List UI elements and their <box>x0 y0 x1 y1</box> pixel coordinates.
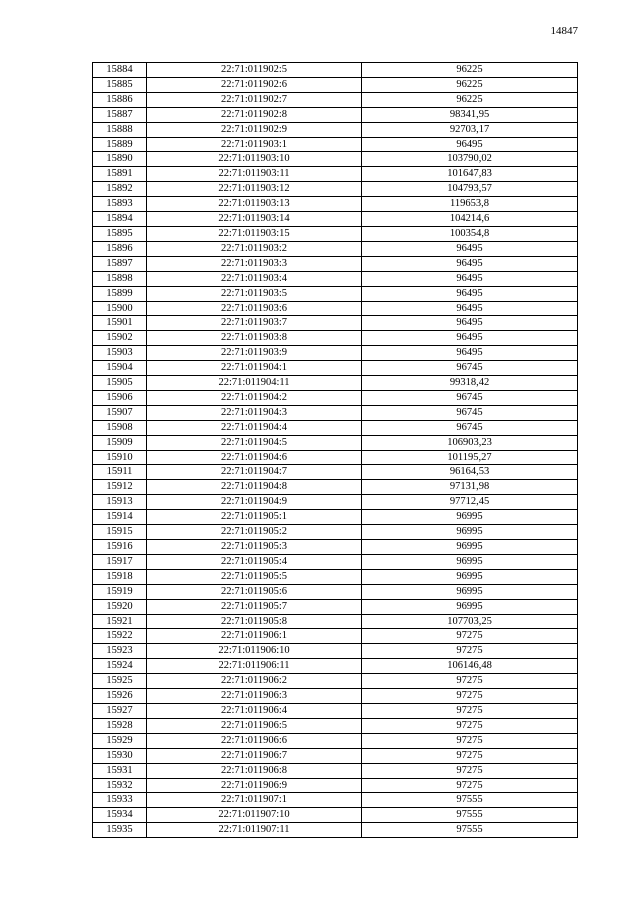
value-cell: 106903,23 <box>362 435 578 450</box>
row-number-cell: 15917 <box>93 554 147 569</box>
table-row <box>93 167 578 182</box>
value-cell: 97131,98 <box>362 480 578 495</box>
page-number: 14847 <box>550 25 578 37</box>
cadastral-number-cell: 22:71:011904:5 <box>147 435 362 450</box>
row-number-cell: 15927 <box>93 703 147 718</box>
table-row <box>93 644 578 659</box>
table-row <box>93 107 578 122</box>
row-number-cell: 15884 <box>93 63 147 78</box>
cadastral-number-cell: 22:71:011903:15 <box>147 226 362 241</box>
cadastral-number-cell: 22:71:011907:1 <box>147 793 362 808</box>
table-row <box>93 495 578 510</box>
value-cell: 96995 <box>362 584 578 599</box>
table-row <box>93 122 578 137</box>
row-number-cell: 15886 <box>93 92 147 107</box>
cadastral-number-cell: 22:71:011907:11 <box>147 823 362 838</box>
cadastral-number-cell: 22:71:011905:6 <box>147 584 362 599</box>
value-cell: 100354,8 <box>362 226 578 241</box>
table-row <box>93 703 578 718</box>
table-row <box>93 480 578 495</box>
table-row <box>93 92 578 107</box>
row-number-cell: 15892 <box>93 182 147 197</box>
cadastral-number-cell: 22:71:011902:8 <box>147 107 362 122</box>
table-row <box>93 540 578 555</box>
row-number-cell: 15900 <box>93 301 147 316</box>
cadastral-number-cell: 22:71:011906:8 <box>147 763 362 778</box>
table-row <box>93 659 578 674</box>
table-row <box>93 212 578 227</box>
row-number-cell: 15909 <box>93 435 147 450</box>
value-cell: 97275 <box>362 778 578 793</box>
table-row <box>93 569 578 584</box>
value-cell: 97555 <box>362 823 578 838</box>
cadastral-number-cell: 22:71:011902:5 <box>147 63 362 78</box>
row-number-cell: 15922 <box>93 629 147 644</box>
cadastral-number-cell: 22:71:011906:6 <box>147 733 362 748</box>
value-cell: 96995 <box>362 599 578 614</box>
row-number-cell: 15888 <box>93 122 147 137</box>
cadastral-number-cell: 22:71:011906:7 <box>147 748 362 763</box>
value-cell: 119653,8 <box>362 197 578 212</box>
row-number-cell: 15931 <box>93 763 147 778</box>
table-row <box>93 465 578 480</box>
row-number-cell: 15908 <box>93 420 147 435</box>
value-cell: 97275 <box>362 733 578 748</box>
row-number-cell: 15925 <box>93 674 147 689</box>
table-row <box>93 197 578 212</box>
value-cell: 96495 <box>362 346 578 361</box>
cadastral-number-cell: 22:71:011904:6 <box>147 450 362 465</box>
row-number-cell: 15915 <box>93 525 147 540</box>
cadastral-number-cell: 22:71:011906:11 <box>147 659 362 674</box>
value-cell: 97712,45 <box>362 495 578 510</box>
value-cell: 97555 <box>362 793 578 808</box>
row-number-cell: 15902 <box>93 331 147 346</box>
value-cell: 107703,25 <box>362 614 578 629</box>
table-row <box>93 450 578 465</box>
value-cell: 96745 <box>362 420 578 435</box>
cadastral-number-cell: 22:71:011904:1 <box>147 361 362 376</box>
row-number-cell: 15906 <box>93 390 147 405</box>
row-number-cell: 15912 <box>93 480 147 495</box>
cadastral-number-cell: 22:71:011905:8 <box>147 614 362 629</box>
table-row <box>93 286 578 301</box>
cadastral-number-cell: 22:71:011903:3 <box>147 256 362 271</box>
row-number-cell: 15926 <box>93 689 147 704</box>
value-cell: 98341,95 <box>362 107 578 122</box>
value-cell: 96495 <box>362 331 578 346</box>
table-row <box>93 361 578 376</box>
cadastral-number-cell: 22:71:011903:7 <box>147 316 362 331</box>
value-cell: 97275 <box>362 748 578 763</box>
cadastral-number-cell: 22:71:011903:6 <box>147 301 362 316</box>
row-number-cell: 15893 <box>93 197 147 212</box>
cadastral-table <box>92 62 578 838</box>
table-row <box>93 226 578 241</box>
cadastral-number-cell: 22:71:011906:4 <box>147 703 362 718</box>
row-number-cell: 15924 <box>93 659 147 674</box>
row-number-cell: 15901 <box>93 316 147 331</box>
cadastral-number-cell: 22:71:011904:3 <box>147 405 362 420</box>
value-cell: 97275 <box>362 689 578 704</box>
table-row <box>93 629 578 644</box>
value-cell: 103790,02 <box>362 152 578 167</box>
cadastral-number-cell: 22:71:011905:4 <box>147 554 362 569</box>
table-row <box>93 137 578 152</box>
value-cell: 96995 <box>362 525 578 540</box>
row-number-cell: 15913 <box>93 495 147 510</box>
value-cell: 96495 <box>362 316 578 331</box>
cadastral-number-cell: 22:71:011903:4 <box>147 271 362 286</box>
row-number-cell: 15932 <box>93 778 147 793</box>
table-row <box>93 301 578 316</box>
table-body <box>93 63 578 838</box>
cadastral-number-cell: 22:71:011903:8 <box>147 331 362 346</box>
cadastral-number-cell: 22:71:011903:10 <box>147 152 362 167</box>
value-cell: 97275 <box>362 703 578 718</box>
cadastral-number-cell: 22:71:011903:13 <box>147 197 362 212</box>
value-cell: 104214,6 <box>362 212 578 227</box>
row-number-cell: 15907 <box>93 405 147 420</box>
value-cell: 99318,42 <box>362 376 578 391</box>
cadastral-number-cell: 22:71:011906:9 <box>147 778 362 793</box>
table-row <box>93 510 578 525</box>
cadastral-number-cell: 22:71:011907:10 <box>147 808 362 823</box>
value-cell: 96495 <box>362 256 578 271</box>
table-row <box>93 554 578 569</box>
value-cell: 101647,83 <box>362 167 578 182</box>
row-number-cell: 15899 <box>93 286 147 301</box>
value-cell: 96995 <box>362 510 578 525</box>
cadastral-number-cell: 22:71:011903:14 <box>147 212 362 227</box>
row-number-cell: 15921 <box>93 614 147 629</box>
value-cell: 96995 <box>362 554 578 569</box>
cadastral-number-cell: 22:71:011904:9 <box>147 495 362 510</box>
cadastral-number-cell: 22:71:011905:7 <box>147 599 362 614</box>
row-number-cell: 15885 <box>93 77 147 92</box>
cadastral-number-cell: 22:71:011904:7 <box>147 465 362 480</box>
table-row <box>93 420 578 435</box>
row-number-cell: 15910 <box>93 450 147 465</box>
table-row <box>93 793 578 808</box>
row-number-cell: 15914 <box>93 510 147 525</box>
value-cell: 96745 <box>362 361 578 376</box>
cadastral-number-cell: 22:71:011903:2 <box>147 241 362 256</box>
table-row <box>93 376 578 391</box>
value-cell: 96225 <box>362 63 578 78</box>
value-cell: 96495 <box>362 137 578 152</box>
cadastral-number-cell: 22:71:011904:11 <box>147 376 362 391</box>
cadastral-number-cell: 22:71:011905:1 <box>147 510 362 525</box>
value-cell: 97275 <box>362 763 578 778</box>
table-row <box>93 390 578 405</box>
value-cell: 96995 <box>362 540 578 555</box>
table-row <box>93 525 578 540</box>
table-row <box>93 808 578 823</box>
value-cell: 101195,27 <box>362 450 578 465</box>
value-cell: 96745 <box>362 390 578 405</box>
table-row <box>93 718 578 733</box>
cadastral-number-cell: 22:71:011906:5 <box>147 718 362 733</box>
table-row <box>93 63 578 78</box>
value-cell: 97555 <box>362 808 578 823</box>
value-cell: 96495 <box>362 271 578 286</box>
value-cell: 96495 <box>362 301 578 316</box>
value-cell: 96164,53 <box>362 465 578 480</box>
cadastral-number-cell: 22:71:011902:9 <box>147 122 362 137</box>
row-number-cell: 15890 <box>93 152 147 167</box>
cadastral-number-cell: 22:71:011904:4 <box>147 420 362 435</box>
table-row <box>93 331 578 346</box>
table-row <box>93 435 578 450</box>
value-cell: 96495 <box>362 241 578 256</box>
cadastral-number-cell: 22:71:011904:8 <box>147 480 362 495</box>
cadastral-number-cell: 22:71:011903:5 <box>147 286 362 301</box>
value-cell: 97275 <box>362 718 578 733</box>
table-row <box>93 182 578 197</box>
table-row <box>93 77 578 92</box>
table-row <box>93 241 578 256</box>
table-row <box>93 405 578 420</box>
row-number-cell: 15929 <box>93 733 147 748</box>
row-number-cell: 15911 <box>93 465 147 480</box>
row-number-cell: 15903 <box>93 346 147 361</box>
row-number-cell: 15898 <box>93 271 147 286</box>
row-number-cell: 15930 <box>93 748 147 763</box>
cadastral-number-cell: 22:71:011903:1 <box>147 137 362 152</box>
table-row <box>93 674 578 689</box>
row-number-cell: 15889 <box>93 137 147 152</box>
table-row <box>93 599 578 614</box>
row-number-cell: 15920 <box>93 599 147 614</box>
row-number-cell: 15923 <box>93 644 147 659</box>
value-cell: 96225 <box>362 92 578 107</box>
row-number-cell: 15897 <box>93 256 147 271</box>
table-row <box>93 584 578 599</box>
value-cell: 97275 <box>362 644 578 659</box>
value-cell: 104793,57 <box>362 182 578 197</box>
table-row <box>93 152 578 167</box>
row-number-cell: 15904 <box>93 361 147 376</box>
table-row <box>93 778 578 793</box>
value-cell: 97275 <box>362 674 578 689</box>
value-cell: 106146,48 <box>362 659 578 674</box>
row-number-cell: 15919 <box>93 584 147 599</box>
table-row <box>93 763 578 778</box>
value-cell: 96495 <box>362 286 578 301</box>
table-row <box>93 271 578 286</box>
row-number-cell: 15895 <box>93 226 147 241</box>
cadastral-number-cell: 22:71:011903:9 <box>147 346 362 361</box>
cadastral-number-cell: 22:71:011905:5 <box>147 569 362 584</box>
row-number-cell: 15918 <box>93 569 147 584</box>
table-row <box>93 256 578 271</box>
cadastral-number-cell: 22:71:011903:11 <box>147 167 362 182</box>
row-number-cell: 15891 <box>93 167 147 182</box>
table-row <box>93 689 578 704</box>
row-number-cell: 15894 <box>93 212 147 227</box>
table-row <box>93 733 578 748</box>
cadastral-number-cell: 22:71:011906:2 <box>147 674 362 689</box>
row-number-cell: 15935 <box>93 823 147 838</box>
cadastral-number-cell: 22:71:011904:2 <box>147 390 362 405</box>
row-number-cell: 15916 <box>93 540 147 555</box>
row-number-cell: 15928 <box>93 718 147 733</box>
cadastral-number-cell: 22:71:011902:6 <box>147 77 362 92</box>
table-row <box>93 823 578 838</box>
cadastral-number-cell: 22:71:011905:2 <box>147 525 362 540</box>
row-number-cell: 15934 <box>93 808 147 823</box>
table-row <box>93 346 578 361</box>
table-row <box>93 614 578 629</box>
value-cell: 96995 <box>362 569 578 584</box>
cadastral-number-cell: 22:71:011906:1 <box>147 629 362 644</box>
row-number-cell: 15933 <box>93 793 147 808</box>
row-number-cell: 15896 <box>93 241 147 256</box>
cadastral-number-cell: 22:71:011906:3 <box>147 689 362 704</box>
row-number-cell: 15887 <box>93 107 147 122</box>
value-cell: 96225 <box>362 77 578 92</box>
value-cell: 97275 <box>362 629 578 644</box>
cadastral-number-cell: 22:71:011902:7 <box>147 92 362 107</box>
cadastral-number-cell: 22:71:011903:12 <box>147 182 362 197</box>
cadastral-number-cell: 22:71:011906:10 <box>147 644 362 659</box>
cadastral-number-cell: 22:71:011905:3 <box>147 540 362 555</box>
value-cell: 96745 <box>362 405 578 420</box>
table-row <box>93 748 578 763</box>
table-row <box>93 316 578 331</box>
row-number-cell: 15905 <box>93 376 147 391</box>
value-cell: 92703,17 <box>362 122 578 137</box>
